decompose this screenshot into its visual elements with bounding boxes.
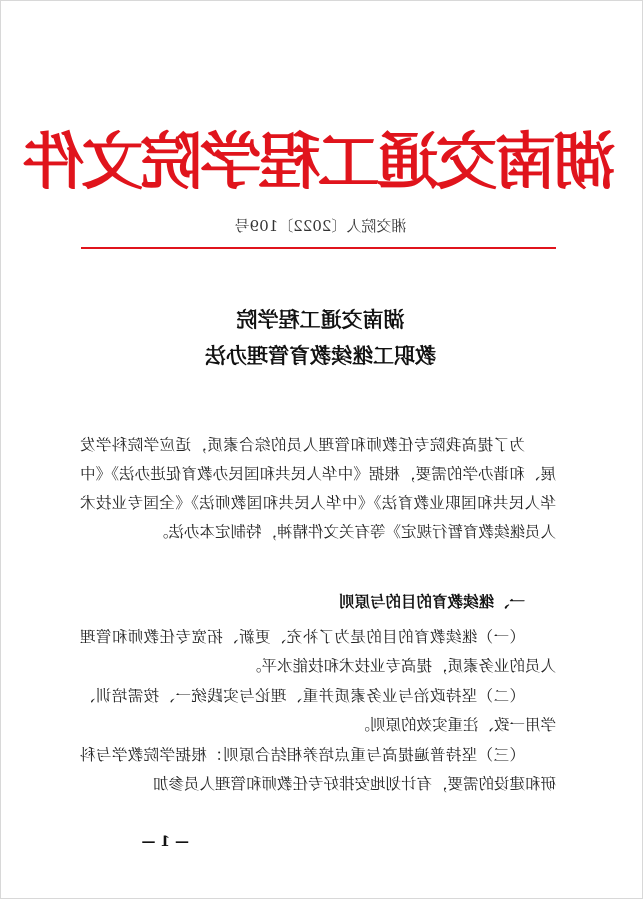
document-title-line2: 教职工继续教育管理办法 <box>205 344 436 368</box>
intro-paragraph: 为了提高我院专任教师和管理人员的综合素质，适应学院科学发展、和谐办学的需要，根据《中华人民共和国民办教育促进办法》《中华人民共和国职业教育法》《中华人民共和国教师法》《全国专业技术人员继续教育暂行规定》等有关文件精神，特制定本办法。 <box>80 436 556 541</box>
page-number: — 1 — <box>141 834 189 850</box>
section-item-2: （二）坚持政治与业务素质并重、理论与实践统一、按需培训、学用一致、注重实效的原则。 <box>80 687 556 734</box>
section-item-1: （一）继续教育的目的是为了补充、更新、拓宽专任教师和管理人员的业务素质，提高专业技术和技能水平。 <box>80 628 556 675</box>
issuer-header: 湖南交通工程学院文件 <box>25 125 616 198</box>
red-divider <box>81 247 556 249</box>
document-title-line1: 湖南交通工程学院 <box>236 308 405 332</box>
section-item-3: （三）坚持普遍提高与重点培养相结合原则：根据学院教学与科研和建设的需要，有计划地安排好专任教师和管理人员参加 <box>80 746 556 793</box>
document-number: 湘交院人〔2022〕109号 <box>234 217 407 235</box>
section-heading: 一、继续教育的目的与原则 <box>338 593 525 611</box>
